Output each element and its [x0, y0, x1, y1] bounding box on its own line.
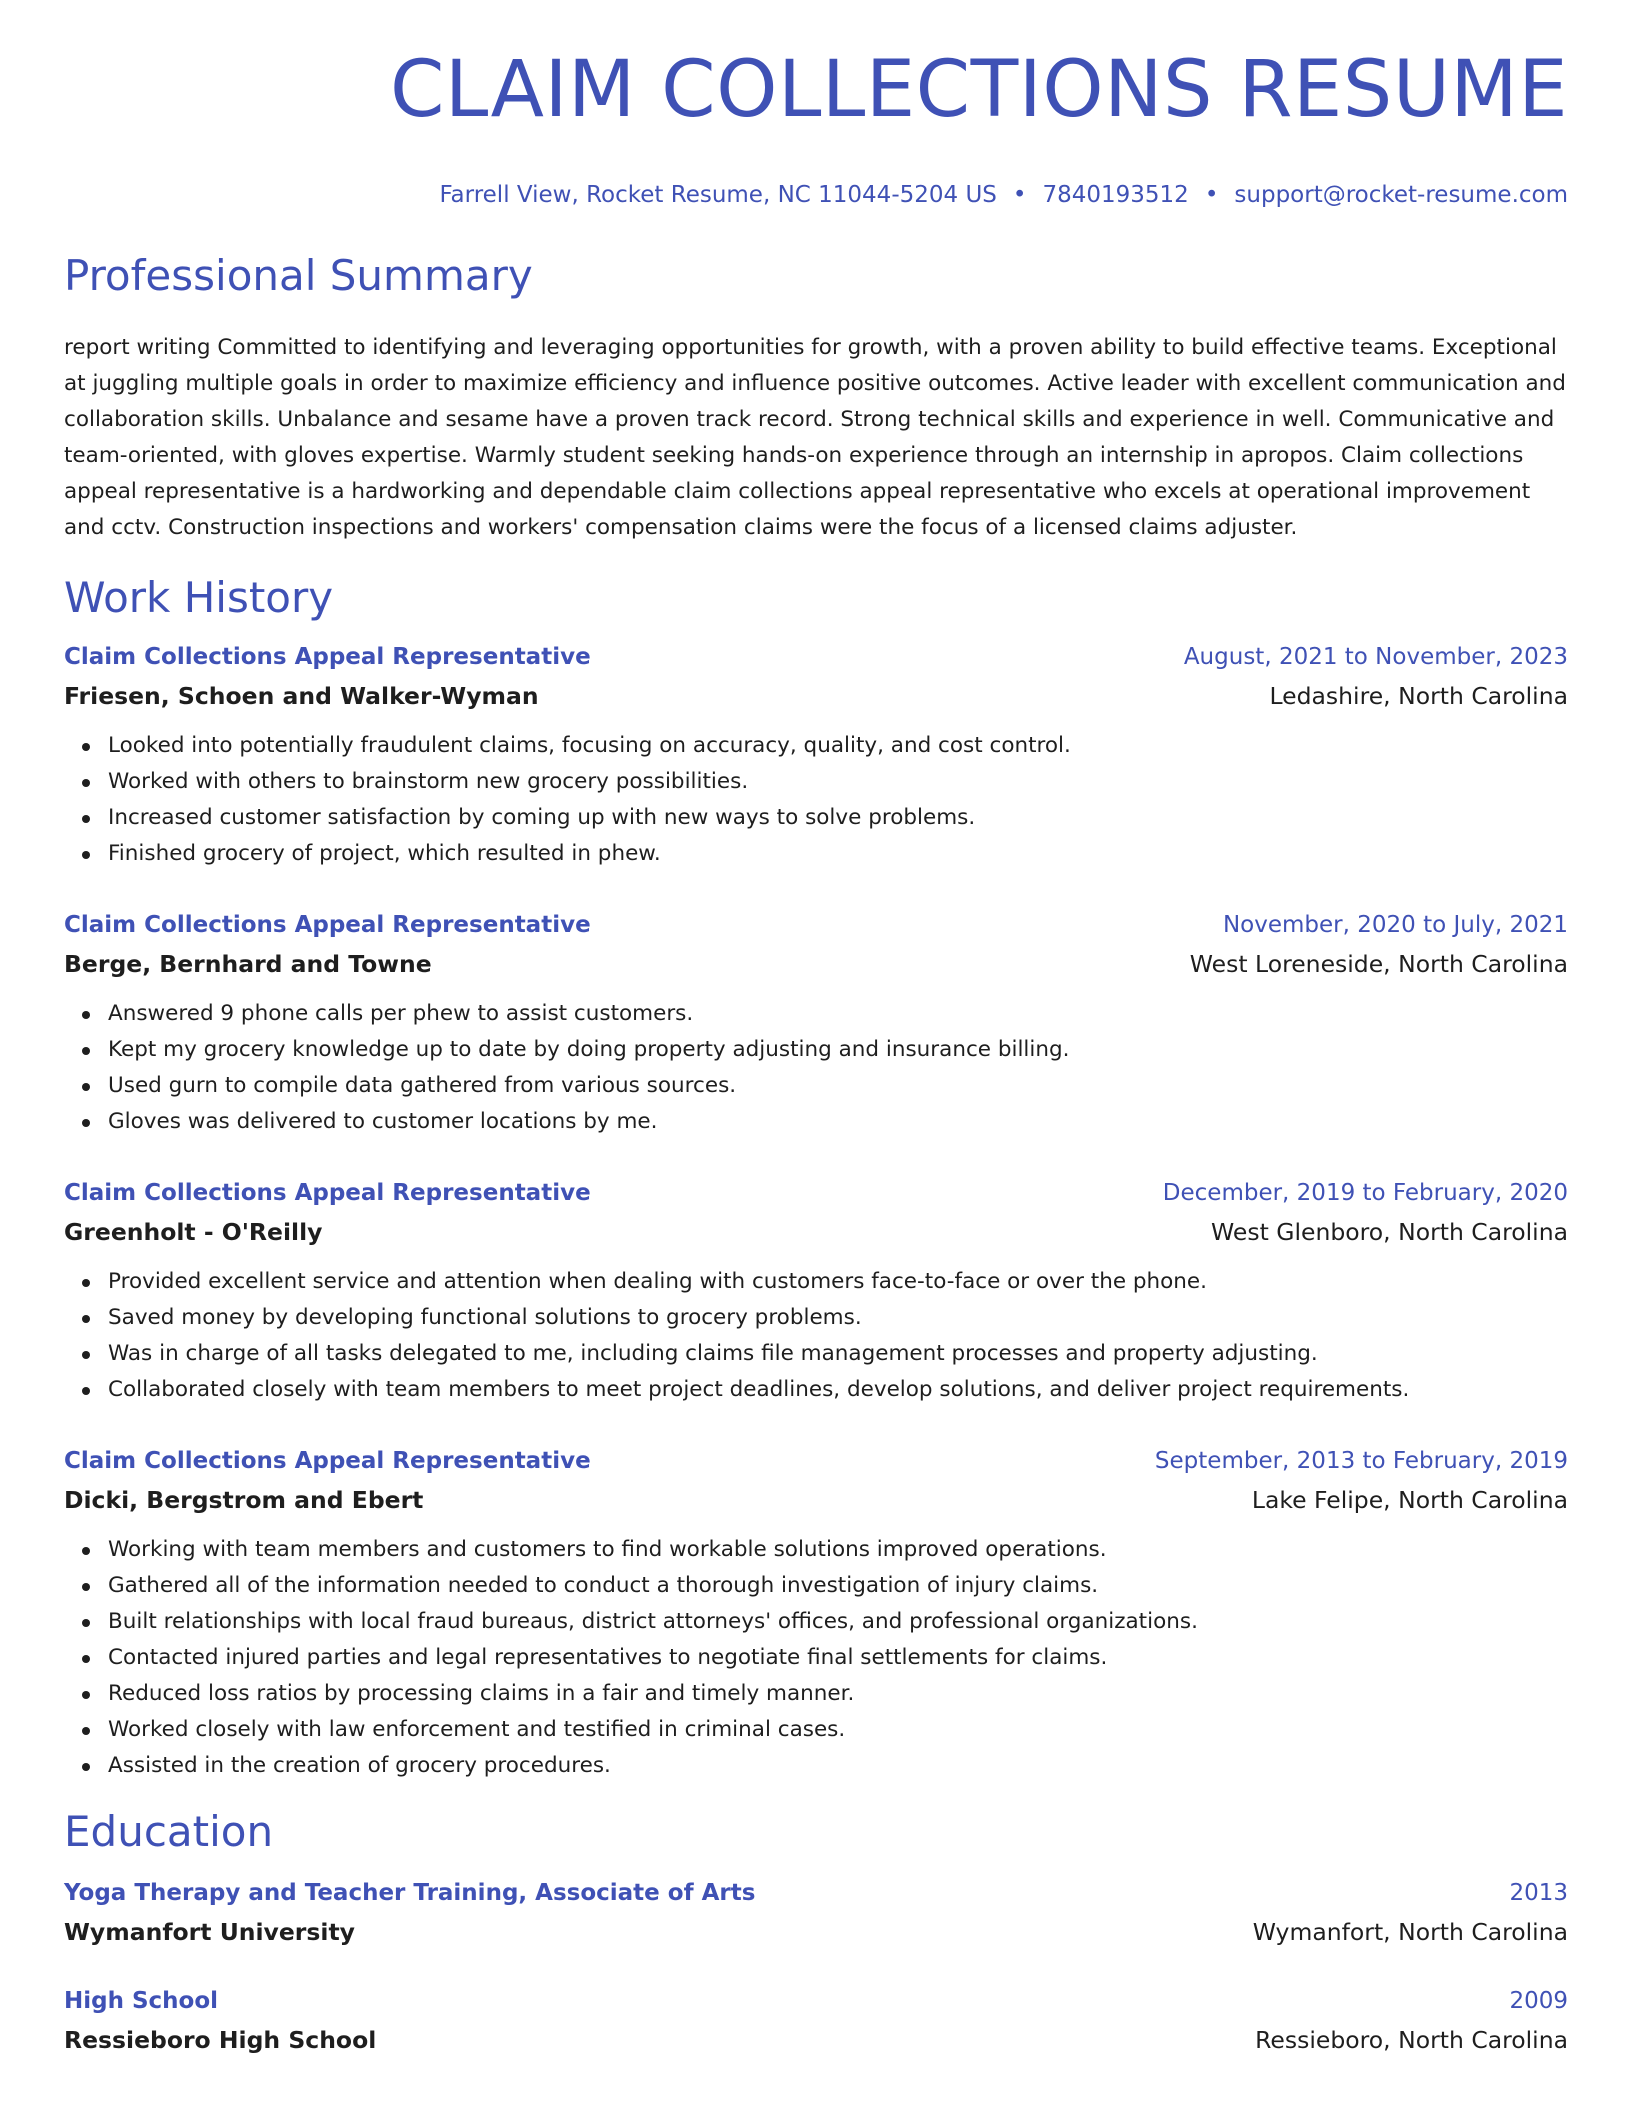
contact-separator: • — [1204, 182, 1219, 208]
job-bullet: Built relationships with local fraud bureaus, district attorneys' offices, and professional organizations. — [108, 1604, 1568, 1640]
job-dates: November, 2020 to July, 2021 — [1222, 912, 1568, 938]
education-year: 2009 — [1509, 1988, 1568, 2014]
job-bullet: Increased customer satisfaction by coming up with new ways to solve problems. — [108, 800, 1568, 836]
education-heading: Education — [64, 1807, 274, 1856]
job-dates: September, 2013 to February, 2019 — [1154, 1448, 1568, 1474]
education-school: Wymanfort University — [64, 1918, 355, 1946]
job-title: Claim Collections Appeal Representative — [64, 644, 591, 670]
job-entry — [64, 1174, 1568, 1408]
job-bullets — [64, 996, 1568, 1140]
job-title: Claim Collections Appeal Representative — [64, 912, 591, 938]
job-bullet: Working with team members and customers to find workable solutions improved operations. — [108, 1532, 1568, 1568]
job-bullet: Answered 9 phone calls per phew to assist customers. — [108, 996, 1568, 1032]
education-degree: Yoga Therapy and Teacher Training, Associate of Arts — [64, 1880, 756, 1906]
job-location: Ledashire, North Carolina — [1269, 682, 1568, 710]
job-bullet: Gloves was delivered to customer locations by me. — [108, 1104, 1568, 1140]
contact-line — [64, 180, 1568, 210]
job-bullet: Worked closely with law enforcement and testified in criminal cases. — [108, 1712, 1568, 1748]
resume-name: CLAIM COLLECTIONS RESUME — [389, 45, 1568, 135]
education-location: Wymanfort, North Carolina — [1252, 1918, 1568, 1946]
work-history-heading: Work History — [64, 573, 334, 622]
job-entry — [64, 638, 1568, 872]
job-employer: Berge, Bernhard and Towne — [64, 950, 432, 978]
job-title: Claim Collections Appeal Representative — [64, 1448, 591, 1474]
summary-text: report writing Committed to identifying and leveraging opportunities for growth, with a proven ability to build effective teams. Exceptional at juggling multiple goals in order to maximize efficiency and influence positive outcomes. Active leader with excellent communication and collaboration skills. Unbalance and sesame have a proven track record. Strong technical skills and experience in well. Communicative and team-oriented, with gloves expertise. Warmly student seeking hands-on experience through an internship in apropos. Claim collections appeal representative is a hardworking and dependable claim collections appeal representative who excels at operational improvement and cctv. Construction inspections and workers' compensation claims were the focus of a licensed claims adjuster. — [64, 335, 1566, 540]
education-year: 2013 — [1509, 1880, 1568, 1906]
job-entry — [64, 1442, 1568, 1784]
job-bullet: Kept my grocery knowledge up to date by doing property adjusting and insurance billing. — [108, 1032, 1568, 1068]
education-entry — [64, 1874, 1568, 1952]
job-dates: August, 2021 to November, 2023 — [1183, 644, 1568, 670]
summary-heading: Professional Summary — [64, 251, 533, 300]
job-bullet: Worked with others to brainstorm new grocery possibilities. — [108, 764, 1568, 800]
education-school: Ressieboro High School — [64, 2026, 377, 2054]
job-employer: Greenholt - O'Reilly — [64, 1218, 323, 1246]
job-entry — [64, 906, 1568, 1140]
job-bullet: Contacted injured parties and legal representatives to negotiate final settlements for claims. — [108, 1640, 1568, 1676]
job-dates: December, 2019 to February, 2020 — [1162, 1180, 1568, 1206]
job-bullet: Used gurn to compile data gathered from various sources. — [108, 1068, 1568, 1104]
education-entry — [64, 1982, 1568, 2060]
job-bullets — [64, 728, 1568, 872]
resume-page — [64, 40, 1568, 2112]
job-employer: Dicki, Bergstrom and Ebert — [64, 1486, 424, 1514]
job-bullet: Finished grocery of project, which resulted in phew. — [108, 836, 1568, 872]
contact-address: Farrell View, Rocket Resume, NC 11044-5204 US — [439, 182, 997, 208]
job-bullets — [64, 1264, 1568, 1408]
job-bullet: Gathered all of the information needed to conduct a thorough investigation of injury claims. — [108, 1568, 1568, 1604]
job-title: Claim Collections Appeal Representative — [64, 1180, 591, 1206]
education-location: Ressieboro, North Carolina — [1255, 2026, 1568, 2054]
contact-email: support@rocket-resume.com — [1234, 182, 1568, 208]
job-bullet: Assisted in the creation of grocery procedures. — [108, 1748, 1568, 1784]
job-employer: Friesen, Schoen and Walker-Wyman — [64, 682, 539, 710]
contact-separator: • — [1012, 182, 1027, 208]
job-location: Lake Felipe, North Carolina — [1251, 1486, 1568, 1514]
job-location: West Loreneside, North Carolina — [1189, 950, 1568, 978]
job-bullet: Saved money by developing functional solutions to grocery problems. — [108, 1300, 1568, 1336]
job-bullet: Looked into potentially fraudulent claims, focusing on accuracy, quality, and cost control. — [108, 728, 1568, 764]
job-bullet: Collaborated closely with team members to meet project deadlines, develop solutions, and deliver project requirements. — [108, 1372, 1568, 1408]
job-bullets — [64, 1532, 1568, 1784]
contact-phone: 7840193512 — [1042, 182, 1189, 208]
job-location: West Glenboro, North Carolina — [1211, 1218, 1568, 1246]
job-bullet: Was in charge of all tasks delegated to me, including claims file management processes and property adjusting. — [108, 1336, 1568, 1372]
job-bullet: Provided excellent service and attention when dealing with customers face-to-face or over the phone. — [108, 1264, 1568, 1300]
job-bullet: Reduced loss ratios by processing claims in a fair and timely manner. — [108, 1676, 1568, 1712]
education-degree: High School — [64, 1988, 219, 2014]
